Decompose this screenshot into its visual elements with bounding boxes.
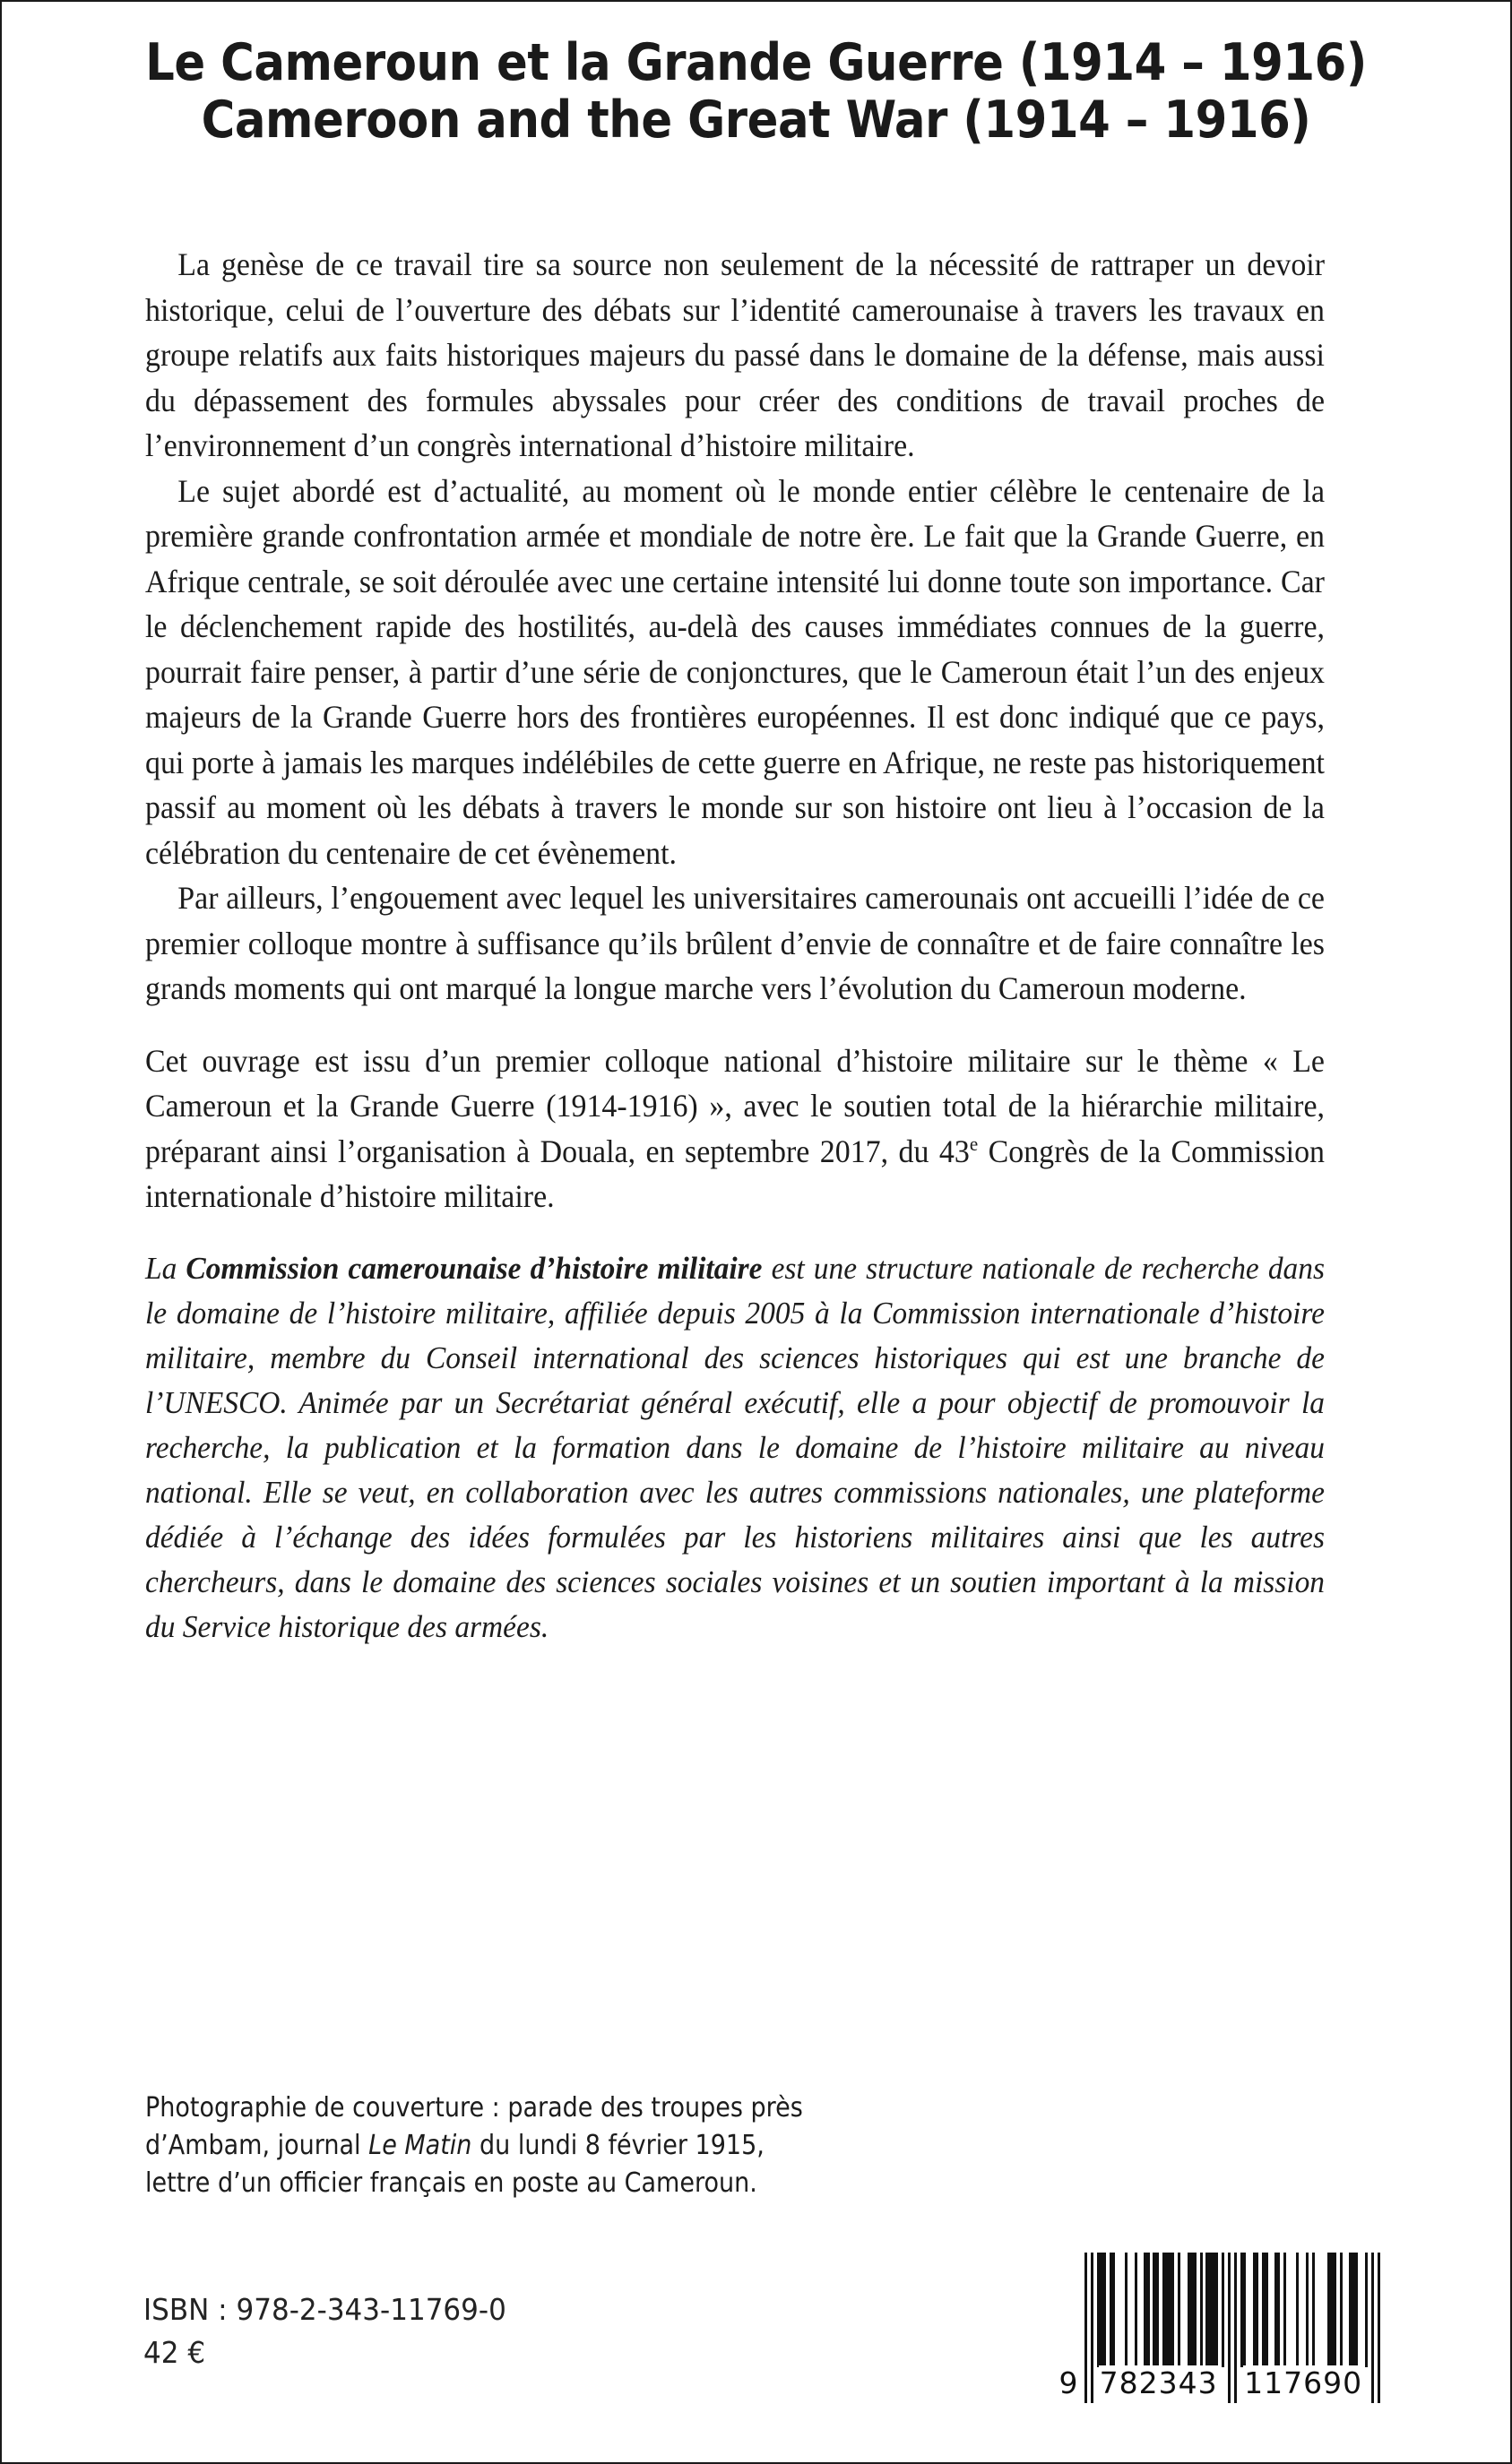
colloque-text-part-1: Cet ouvrage est issu d’un premier colloque national d’histoire militaire sur le thème « Le Cameroun et la Grande Guerre (1914-1916) », avec le soutien total de la hiérarchie militaire, préparant ainsi l’organisation à Douala, en septembre 2017, du 43 xyxy=(145,1042,1325,1169)
title-french: Le Cameroun et la Grande Guerre (1914 – 1916) xyxy=(145,33,1367,92)
title-english: Cameroon and the Great War (1914 – 1916) xyxy=(201,90,1311,151)
commission-description: est une structure nationale de recherche dans le domaine de l’histoire militaire, affiliée depuis 2005 à la Commission internationale d’histoire militaire, membre du Conseil international des sciences historiques qui est une branche de l’UNESCO. Animée par un Secrétariat général exécutif, elle a pour objectif de promouvoir la recherche, la publication et la formation dans le domaine de l’histoire militaire au niveau national. Elle se veut, en collaboration avec les autres commissions nationales, une plateforme dédiée à l’échange des idées formulées par les historiens militaires ainsi que les autres chercheurs, dans le domaine des sciences sociales voisines et un soutien important à la mission du Service historique des armées. xyxy=(145,1250,1325,1644)
paragraph-genesis: La genèse de ce travail tire sa source non seulement de la nécessité de rattraper un devoir historique, celui de l’ouverture des débats sur l’identité camerounaise à travers les travaux en groupe relatifs aux faits historiques majeurs du passé dans le domaine de la défense, mais aussi du dépassement des formules abyssales pour créer des conditions de travail proches de l’environnement d’un congrès international d’histoire militaire. xyxy=(145,246,1325,463)
barcode-digit-group-1: 9 xyxy=(1058,2365,1079,2400)
credit-text-part-1: Photographie de couverture : parade des troupes près d’Ambam, journal xyxy=(145,2092,803,2161)
commission-lead-in: La xyxy=(145,1250,186,1286)
credit-text-part-2: du lundi 8 février 1915, lettre d’un officier français en poste au Cameroun. xyxy=(145,2130,765,2199)
barcode-digit-group-2: 782343 xyxy=(1099,2365,1218,2400)
colloque-text-part-2: Congrès de la Commission internationale d’histoire militaire. xyxy=(145,1133,1325,1214)
paragraph-engouement: Par ailleurs, l’engouement avec lequel les universitaires camerounais ont accueilli l’idée de ce premier colloque montre à suffisance qu’ils brûlent d’envie de connaître et de faire connaître les grands moments qui ont marqué la longue marche vers l’évolution du Cameroun moderne. xyxy=(145,880,1325,1006)
blurb-text xyxy=(145,242,1380,1650)
ean13-barcode xyxy=(1058,2253,1380,2403)
cover-photo-credit xyxy=(145,2089,807,2202)
commission-name: Commission camerounaise d’histoire militaire xyxy=(186,1250,763,1286)
journal-name: Le Matin xyxy=(368,2130,472,2161)
price: 42 € xyxy=(143,2335,206,2370)
barcode-digits xyxy=(1058,2365,1380,2403)
paragraph-subject: Le sujet abordé est d’actualité, au moment où le monde entier célèbre le centenaire de la première grande confrontation armée et mondiale de notre ère. Le fait que la Grande Guerre, en Afrique centrale, se soit déroulée avec une certaine intensité lui donne toute son importance. Car le déclenchement rapide des hostilités, au-delà des causes immédiates connues de la guerre, pourrait faire penser, à partir d’une série de conjonctures, que le Cameroun était l’un des enjeux majeurs de la Grande Guerre hors des frontières européennes. Il est donc indiqué que ce pays, qui porte à jamais les marques indélébiles de cette guerre en Afrique, ne reste pas historiquement passif au moment où les débats à travers le monde sur son histoire ont lieu à l’occasion de la célébration du centenaire de cet évènement. xyxy=(145,472,1325,871)
isbn-price-block xyxy=(143,2288,506,2374)
paragraph-commission xyxy=(145,1246,1325,1650)
title-block xyxy=(2,34,1510,150)
isbn-number: ISBN : 978-2-343-11769-0 xyxy=(143,2292,506,2327)
paragraph-colloque xyxy=(145,1038,1325,1219)
barcode-digit-group-3: 117690 xyxy=(1244,2365,1363,2400)
ordinal-suffix: e xyxy=(969,1132,979,1155)
